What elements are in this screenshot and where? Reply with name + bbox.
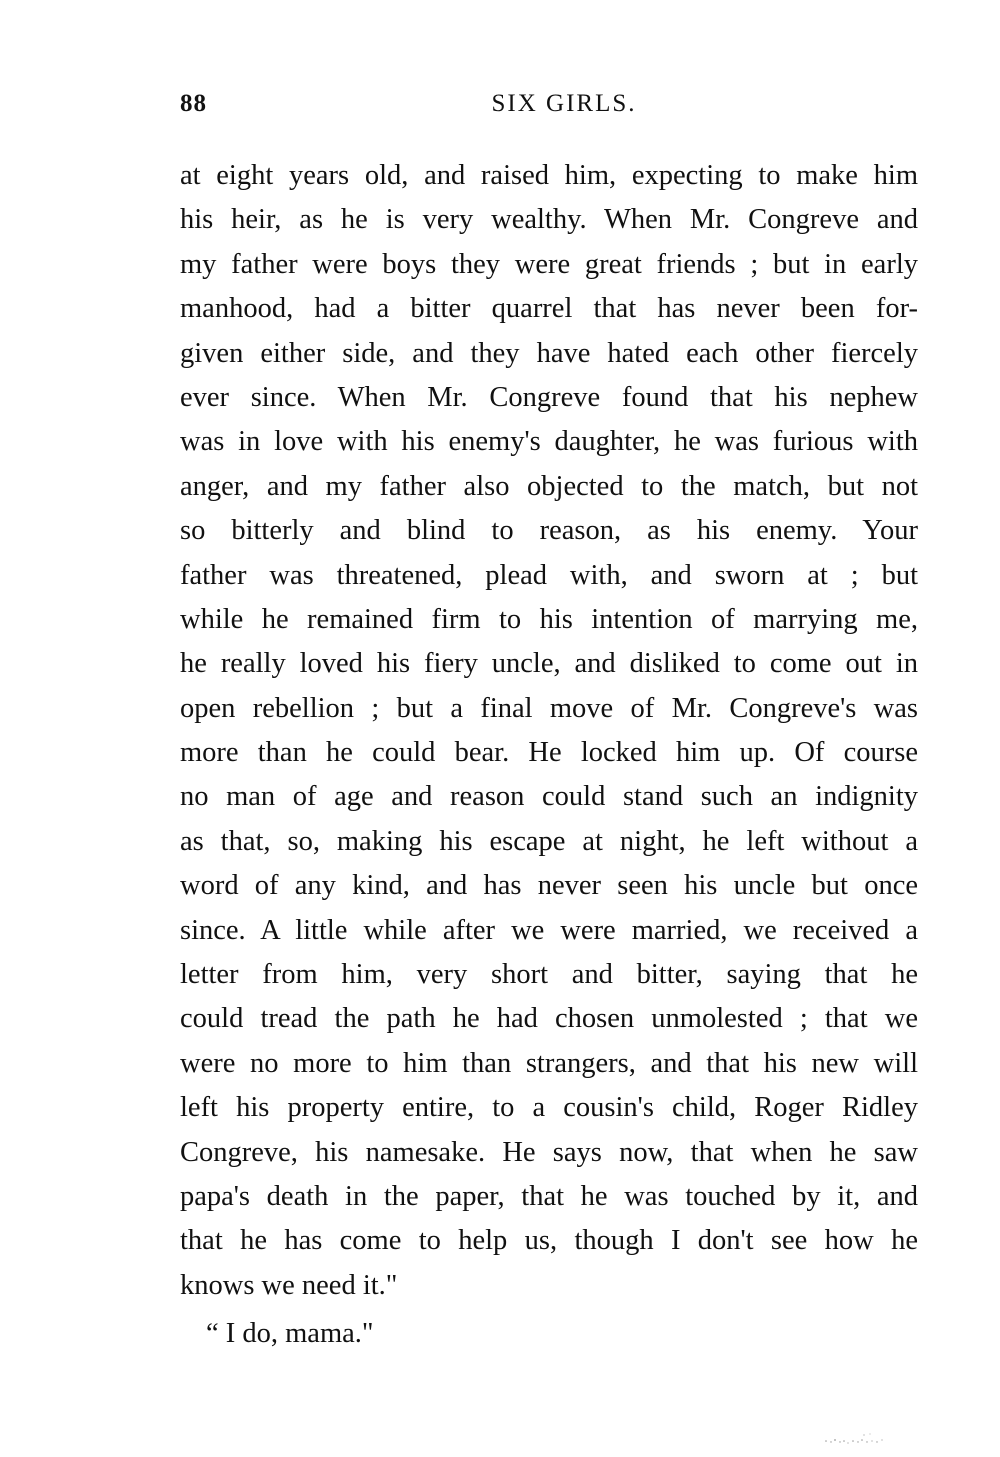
text-line: manhood, had a bitter quarrel that has never been for-: [180, 293, 918, 325]
running-head: SIX GIRLS.: [491, 90, 637, 117]
text-line: father was threatened, plead with, and sworn at ; but: [180, 559, 918, 591]
page-header: [180, 90, 918, 130]
body-text: [180, 154, 918, 1357]
text-line: no man of age and reason could stand such an indignity: [180, 781, 918, 813]
text-line: anger, and my father also objected to the match, but not: [180, 470, 918, 502]
text-line: papa's death in the paper, that he was touched by it, and: [180, 1180, 918, 1212]
dialogue-line: “ I do, mama.": [206, 1318, 374, 1350]
text-line: since. A little while after we were married, we received a: [180, 914, 918, 946]
text-line: so bitterly and blind to reason, as his enemy. Your: [180, 515, 918, 547]
print-specks: [820, 1432, 892, 1446]
text-line: was in love with his enemy's daughter, he was furious with: [180, 426, 918, 458]
text-line: letter from him, very short and bitter, saying that he: [180, 959, 918, 991]
text-line: his heir, as he is very wealthy. When Mr. Congreve and: [180, 204, 918, 236]
text-line: as that, so, making his escape at night, he left without a: [180, 825, 918, 857]
text-line: left his property entire, to a cousin's child, Roger Ridley: [180, 1092, 918, 1124]
text-line: my father were boys they were great friends ; but in early: [180, 248, 918, 280]
text-line: more than he could bear. He locked him up. Of course: [180, 737, 918, 769]
text-line: open rebellion ; but a final move of Mr. Congreve's was: [180, 692, 918, 724]
text-line: that he has come to help us, though I don't see how he: [180, 1225, 918, 1257]
text-line: ever since. When Mr. Congreve found that his nephew: [180, 381, 918, 413]
text-line: given either side, and they have hated each other fiercely: [180, 337, 918, 369]
text-line: Congreve, his namesake. He says now, that when he saw: [180, 1136, 918, 1168]
text-line: word of any kind, and has never seen his uncle but once: [180, 870, 918, 902]
page-number: 88: [180, 90, 207, 117]
text-line: were no more to him than strangers, and that his new will: [180, 1047, 918, 1079]
text-line: while he remained firm to his intention of marrying me,: [180, 603, 918, 635]
text-line: knows we need it.": [180, 1269, 398, 1301]
text-line: at eight years old, and raised him, expecting to make him: [180, 160, 918, 191]
text-line: could tread the path he had chosen unmolested ; that we: [180, 1003, 918, 1035]
text-line: he really loved his fiery uncle, and disliked to come out in: [180, 648, 918, 680]
